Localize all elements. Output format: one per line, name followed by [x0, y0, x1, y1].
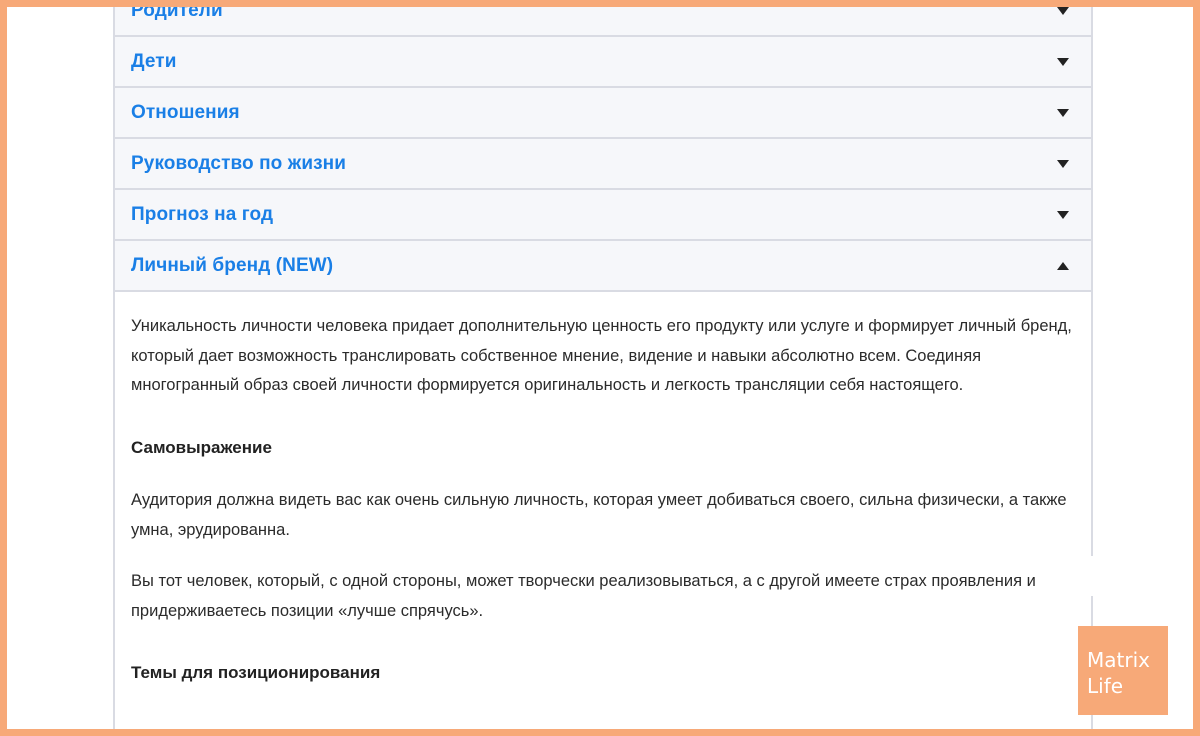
accordion-item-title: Родители — [131, 0, 223, 21]
chevron-down-icon — [1057, 160, 1069, 168]
section-heading: Темы для позиционирования — [131, 663, 381, 682]
chevron-down-icon — [1057, 211, 1069, 219]
accordion-item-title: Дети — [131, 50, 177, 72]
chevron-down-icon — [1057, 58, 1069, 66]
chevron-down-icon — [1057, 109, 1069, 117]
logo-line: Life — [1087, 674, 1124, 698]
section-heading: Самовыражение — [131, 437, 272, 457]
accordion-item-life-guide[interactable] — [115, 139, 1091, 190]
accordion-expanded-content — [115, 292, 1091, 688]
paragraph: Аудитория должна видеть вас как очень сильную личность, которая умеет добиваться своего, сильна физически, а также умна, эрудированна. — [131, 491, 1067, 539]
accordion-item-title: Руководство по жизни — [131, 152, 346, 174]
accordion-item-title: Прогноз на год — [131, 203, 274, 225]
scrollbar-gap — [1090, 556, 1094, 596]
accordion-item-year-forecast[interactable] — [115, 190, 1091, 241]
paragraph: Вы тот человек, который, с одной стороны, может творчески реализовываться, а с другой имеете страх проявления и придерживаетесь позиции «лучше спрячусь». — [131, 572, 1036, 620]
matrix-life-logo — [1078, 626, 1168, 715]
accordion-item-relationships[interactable] — [115, 88, 1091, 139]
accordion-item-title: Личный бренд (NEW) — [131, 254, 334, 276]
accordion-item-children[interactable] — [115, 37, 1091, 88]
accordion-item-personal-brand[interactable] — [115, 241, 1091, 292]
accordion-item-parents[interactable] — [115, 0, 1091, 37]
chevron-up-icon — [1057, 262, 1069, 270]
accordion-item-title: Отношения — [131, 101, 240, 123]
intro-paragraph: Уникальность личности человека придает дополнительную ценность его продукту или услуге и формирует личный бренд, который дает возможность транслировать собственное мнение, видение и навыки абсолютно всем. Соединяя многогранный образ своей личности формируется оригинальность и легкость трансляции себя настоящего. — [131, 317, 1072, 394]
accordion — [113, 0, 1093, 736]
chevron-down-icon — [1057, 7, 1069, 15]
logo-line: Matrix — [1087, 648, 1150, 672]
